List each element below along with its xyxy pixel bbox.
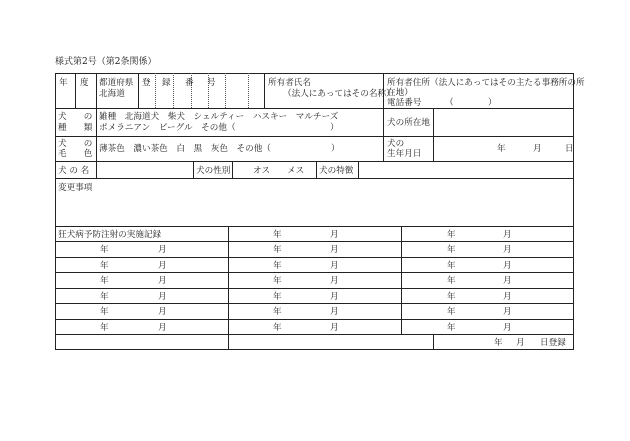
rule-v-h2: [96, 73, 97, 108]
rule-v-n2: [193, 161, 194, 178]
rabies-month: 月: [330, 261, 339, 271]
owner-name-note: （法人にあってはその名称）: [283, 89, 395, 99]
rabies-year: 年: [447, 230, 456, 240]
rule-h11: [55, 319, 574, 320]
owner-address-label: 所有者住所（法人にあってはその主たる事務所の所: [387, 78, 585, 88]
reg-label-1: 登: [142, 78, 151, 88]
rabies-year: 年: [100, 307, 109, 317]
rule-h8: [55, 272, 574, 273]
rule-v-n3: [232, 161, 233, 178]
birth-label-1: 犬の: [387, 139, 405, 149]
rule-h3: [55, 161, 574, 162]
reg-label-4: 号: [207, 78, 216, 88]
rabies-month: 月: [503, 307, 512, 317]
rabies-month: 月: [503, 230, 512, 240]
sex-label: 犬の性別: [196, 166, 231, 176]
birth-day: 日: [565, 144, 574, 154]
registration-day: 日登録: [540, 338, 566, 348]
rabies-year: 年: [447, 261, 456, 271]
rabies-month: 月: [330, 307, 339, 317]
features-label: 犬の特徴: [319, 166, 354, 176]
rabies-year: 年: [273, 276, 282, 286]
rule-h9: [55, 288, 574, 289]
rabies-year: 年: [447, 292, 456, 302]
phone-parens: （ ）: [445, 98, 497, 108]
rule-v-h8: [225, 73, 226, 108]
rabies-month: 月: [503, 292, 512, 302]
rule-v-n1: [96, 161, 97, 178]
form-caption: 様式第2号（第2条関係）: [55, 57, 157, 67]
rabies-month: 月: [330, 230, 339, 240]
color-label-1: 犬 の: [58, 139, 93, 149]
rabies-year: 年: [447, 276, 456, 286]
breed-label-1: 犬 の: [58, 112, 93, 122]
rule-v-r1: [228, 226, 229, 350]
rabies-month: 月: [158, 245, 167, 255]
rabies-year: 年: [100, 276, 109, 286]
rule-v-label: [96, 108, 97, 161]
phone-label: 電話番号: [387, 98, 422, 108]
rabies-month: 月: [503, 323, 512, 333]
rule-v-h10: [264, 73, 265, 108]
rabies-year: 年: [100, 323, 109, 333]
color-options: 薄茶色 濃い茶色 白 黒 灰色 その他（ ）: [99, 144, 340, 154]
rabies-month: 月: [158, 307, 167, 317]
registration-year: 年: [494, 338, 503, 348]
rule-v-n5: [358, 161, 359, 178]
rule-v-h9: [248, 73, 249, 108]
rule-v-r3: [433, 334, 434, 350]
rabies-month: 月: [158, 261, 167, 271]
color-label-2: 毛 色: [58, 149, 93, 159]
rabies-year: 年: [447, 245, 456, 255]
rabies-year: 年: [100, 261, 109, 271]
rule-v-h3: [138, 73, 139, 108]
rabies-month: 月: [158, 292, 167, 302]
rule-v-right: [383, 108, 384, 161]
rabies-month: 月: [503, 261, 512, 271]
rabies-year: 年: [273, 323, 282, 333]
owner-address-label-2: 在地）: [387, 88, 413, 98]
breed-options-line1: 雑種 北海道犬 柴犬 シェルティー ハスキー マルチーズ: [99, 112, 339, 122]
rabies-year: 年: [273, 230, 282, 240]
rabies-year: 年: [273, 261, 282, 271]
rabies-month: 月: [330, 292, 339, 302]
year-label-1: 年: [59, 78, 68, 88]
rule-h7: [55, 257, 574, 258]
rule-h6: [55, 241, 574, 242]
rabies-month: 月: [503, 276, 512, 286]
breed-options-line2: ポメラニアン ビーグル その他（ ）: [99, 123, 339, 133]
rule-h2: [55, 136, 574, 137]
rule-v-r2: [401, 226, 402, 334]
birth-label-2: 生年月日: [387, 149, 422, 159]
reg-label-3: 番: [185, 78, 194, 88]
year-label-2: 度: [80, 78, 89, 88]
rule-h12: [55, 334, 574, 335]
rabies-year: 年: [100, 245, 109, 255]
rabies-month: 月: [158, 323, 167, 333]
prefecture-label: 都道府県: [99, 78, 134, 88]
rule-h4: [55, 178, 574, 179]
birth-month: 月: [533, 144, 542, 154]
birth-year: 年: [497, 144, 506, 154]
rabies-month: 月: [330, 323, 339, 333]
sex-female: メス: [287, 166, 305, 176]
rule-h1: [55, 108, 574, 109]
rabies-year: 年: [273, 292, 282, 302]
rabies-month: 月: [330, 245, 339, 255]
rabies-year: 年: [447, 307, 456, 317]
rule-v-h4: [155, 73, 156, 108]
reg-label-2: 録: [162, 78, 171, 88]
rabies-year: 年: [447, 323, 456, 333]
rule-h5: [55, 226, 574, 227]
registration-month: 月: [516, 338, 525, 348]
owner-name-label: 所有者氏名: [268, 78, 311, 88]
rabies-month: 月: [503, 245, 512, 255]
rabies-label: 狂犬病予防注射の実施記録: [58, 230, 162, 240]
rabies-year: 年: [100, 292, 109, 302]
rule-v-h5: [173, 73, 174, 108]
sex-male: オス: [253, 166, 271, 176]
rule-v-right2: [433, 108, 434, 161]
breed-label-2: 種 類: [58, 123, 93, 133]
rule-h10: [55, 303, 574, 304]
rabies-year: 年: [273, 245, 282, 255]
location-label: 犬の所在地: [387, 118, 430, 128]
changes-label: 変更事項: [58, 183, 93, 193]
rabies-year: 年: [273, 307, 282, 317]
rule-v-h1: [75, 73, 76, 108]
prefecture-value: 北海道: [99, 89, 125, 99]
rabies-month: 月: [158, 276, 167, 286]
dog-name-label: 犬 の 名: [58, 166, 90, 176]
rabies-month: 月: [330, 276, 339, 286]
rule-v-n4: [316, 161, 317, 178]
